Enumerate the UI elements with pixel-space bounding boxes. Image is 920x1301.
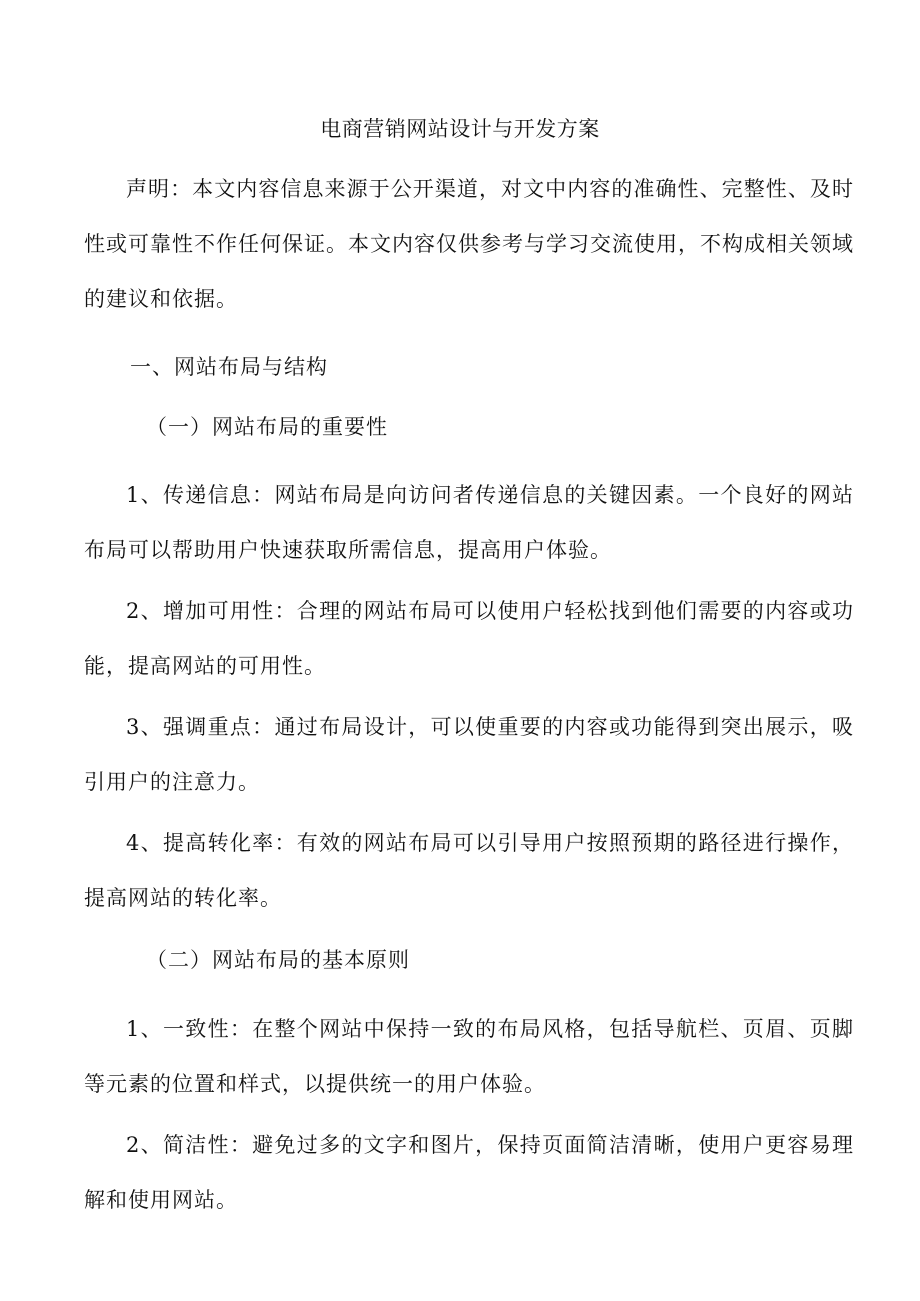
section-heading-website-layout: 一、网站布局与结构 bbox=[130, 355, 328, 379]
list-item: 2、增加可用性：合理的网站布局可以使用户轻松找到他们需要的内容或功能，提高网站的可用性。 bbox=[84, 599, 854, 678]
subsection-heading-importance: （一）网站布局的重要性 bbox=[146, 415, 388, 439]
list-item: 2、简洁性：避免过多的文字和图片，保持页面简洁清晰，使用户更容易理解和使用网站。 bbox=[84, 1133, 854, 1212]
list-item: 1、一致性：在整个网站中保持一致的布局风格，包括导航栏、页眉、页脚等元素的位置和样式，以提供统一的用户体验。 bbox=[84, 1017, 854, 1096]
disclaimer-paragraph: 声明：本文内容信息来源于公开渠道，对文中内容的准确性、完整性、及时性或可靠性不作任何保证。本文内容仅供参考与学习交流使用，不构成相关领域的建议和依据。 bbox=[84, 177, 854, 311]
list-item: 3、强调重点：通过布局设计，可以使重要的内容或功能得到突出展示，吸引用户的注意力。 bbox=[84, 715, 854, 794]
document-title: 电商营销网站设计与开发方案 bbox=[320, 117, 600, 141]
list-item: 4、提高转化率：有效的网站布局可以引导用户按照预期的路径进行操作，提高网站的转化率。 bbox=[84, 831, 854, 910]
list-item: 1、传递信息：网站布局是向访问者传递信息的关键因素。一个良好的网站布局可以帮助用户快速获取所需信息，提高用户体验。 bbox=[84, 483, 854, 562]
subsection-heading-principles: （二）网站布局的基本原则 bbox=[146, 948, 410, 972]
